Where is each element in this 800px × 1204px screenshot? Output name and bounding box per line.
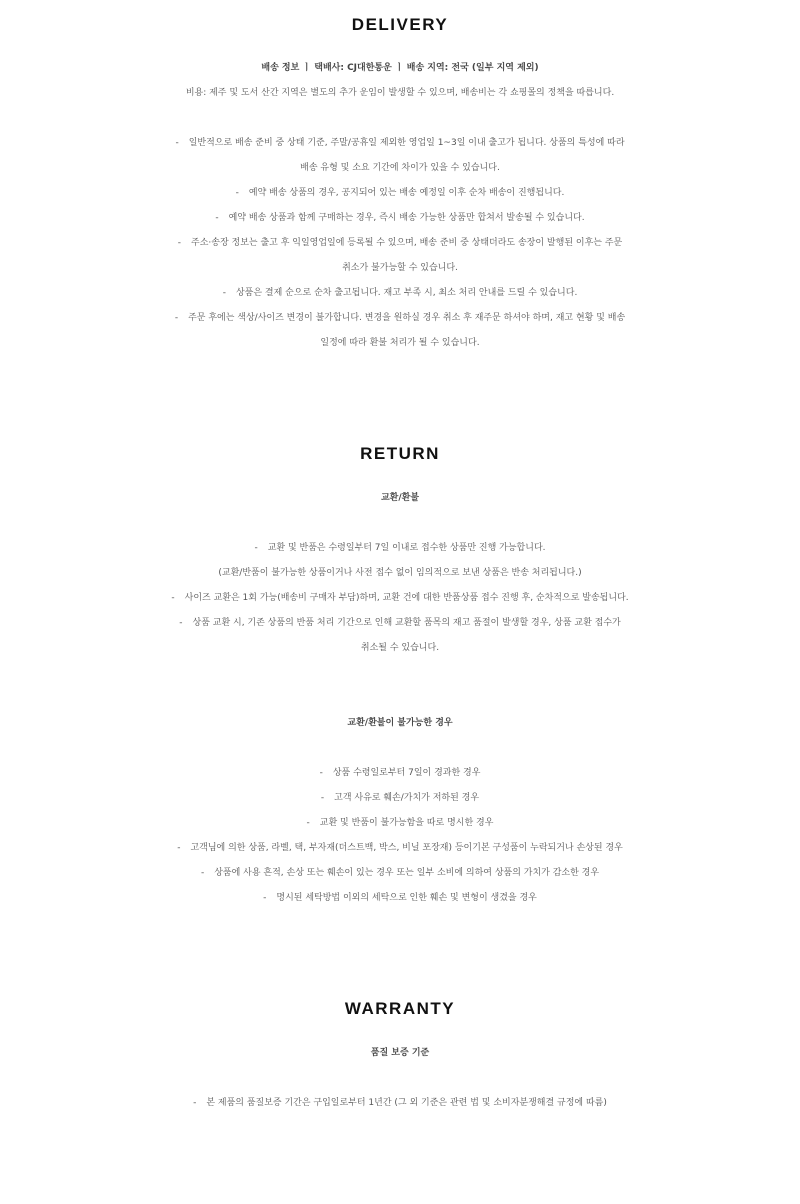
list-item: - 주문 후에는 색상/사이즈 변경이 불가합니다. 변경을 원하실 경우 취소 후 재주문 하셔야 하며, 재고 현황 및 배송 <box>174 313 626 323</box>
delivery-info-line: 배송 정보 ㅣ 택배사: CJ대한통운 ㅣ 배송 지역: 전국 (일부 지역 제외) <box>261 63 539 73</box>
list-item: - 교환 및 반품은 수령일부터 7일 이내로 접수한 상품만 진행 가능합니다. <box>254 543 546 553</box>
delivery-section <box>0 14 800 356</box>
list-item: - 고객님에 의한 상품, 라벨, 택, 부자재(더스트백, 박스, 비닐 포장재) 등이기본 구성품이 누락되거나 손상된 경우 <box>177 843 623 853</box>
delivery-title: DELIVERY <box>351 15 449 34</box>
list-item: - 예약 배송 상품의 경우, 공지되어 있는 배송 예정일 이후 순차 배송이 진행됩니다. <box>235 188 565 198</box>
list-item: - 주소·송장 정보는 출고 후 익일영업일에 등록될 수 있으며, 배송 준비 중 상태더라도 송장이 발행된 이후는 주문 <box>177 238 623 248</box>
return-section <box>0 443 800 911</box>
list-item: - 상품은 결제 순으로 순차 출고됩니다. 재고 부족 시, 최소 처리 안내를 드릴 수 있습니다. <box>222 288 578 298</box>
list-item: - 사이즈 교환은 1회 가능(배송비 구매자 부담)하며, 교환 건에 대한 반품상품 접수 진행 후, 순차적으로 발송됩니다. <box>171 593 629 603</box>
warranty-subhead: 품질 보증 기준 <box>370 1048 430 1058</box>
list-item: - 상품에 사용 흔적, 손상 또는 훼손이 있는 경우 또는 일부 소비에 의하여 상품의 가치가 감소한 경우 <box>200 868 600 878</box>
list-item: - 일반적으로 배송 준비 중 상태 기준, 주말/공휴일 제외한 영업일 1~3일 이내 출고가 됩니다. 상품의 특성에 따라 <box>175 138 625 148</box>
list-item: - 예약 배송 상품과 함께 구매하는 경우, 즉시 배송 가능한 상품만 합쳐서 발송될 수 있습니다. <box>215 213 585 223</box>
return-not-allowed-subhead: 교환/환불이 불가능한 경우 <box>347 718 453 728</box>
list-item-continuation: 일정에 따라 환불 처리가 될 수 있습니다. <box>320 338 480 348</box>
list-item: - 명시된 세탁방법 이외의 세탁으로 인한 훼손 및 변형이 생겼을 경우 <box>263 893 537 903</box>
warranty-section <box>0 998 800 1116</box>
return-subhead: 교환/환불 <box>380 493 420 503</box>
list-item: - 교환 및 반품이 불가능함을 따로 명시한 경우 <box>306 818 494 828</box>
list-item: - 상품 수령일로부터 7일이 경과한 경우 <box>319 768 481 778</box>
warranty-title: WARRANTY <box>344 999 456 1018</box>
delivery-cost-line: 비용: 제주 및 도서 산간 지역은 별도의 추가 운임이 발생할 수 있으며, 배송비는 각 쇼핑몰의 정책을 따릅니다. <box>185 88 615 98</box>
return-title: RETURN <box>360 444 440 463</box>
list-item: - 본 제품의 품질보증 기간은 구입일로부터 1년간 (그 외 기준은 관련 법 및 소비자분쟁해결 규정에 따름) <box>193 1098 607 1108</box>
list-item-continuation: 취소될 수 있습니다. <box>360 643 440 653</box>
list-item: - 고객 사유로 훼손/가치가 저하된 경우 <box>320 793 480 803</box>
list-item-continuation: (교환/반품이 불가능한 상품이거나 사전 접수 없이 임의적으로 보낸 상품은 반송 처리됩니다.) <box>218 568 582 578</box>
list-item: - 상품 교환 시, 기존 상품의 반품 처리 기간으로 인해 교환할 품목의 재고 품절이 발생할 경우, 상품 교환 접수가 <box>179 618 621 628</box>
list-item-continuation: 배송 유형 및 소요 기간에 차이가 있을 수 있습니다. <box>300 163 500 173</box>
list-item-continuation: 취소가 불가능할 수 있습니다. <box>342 263 458 273</box>
